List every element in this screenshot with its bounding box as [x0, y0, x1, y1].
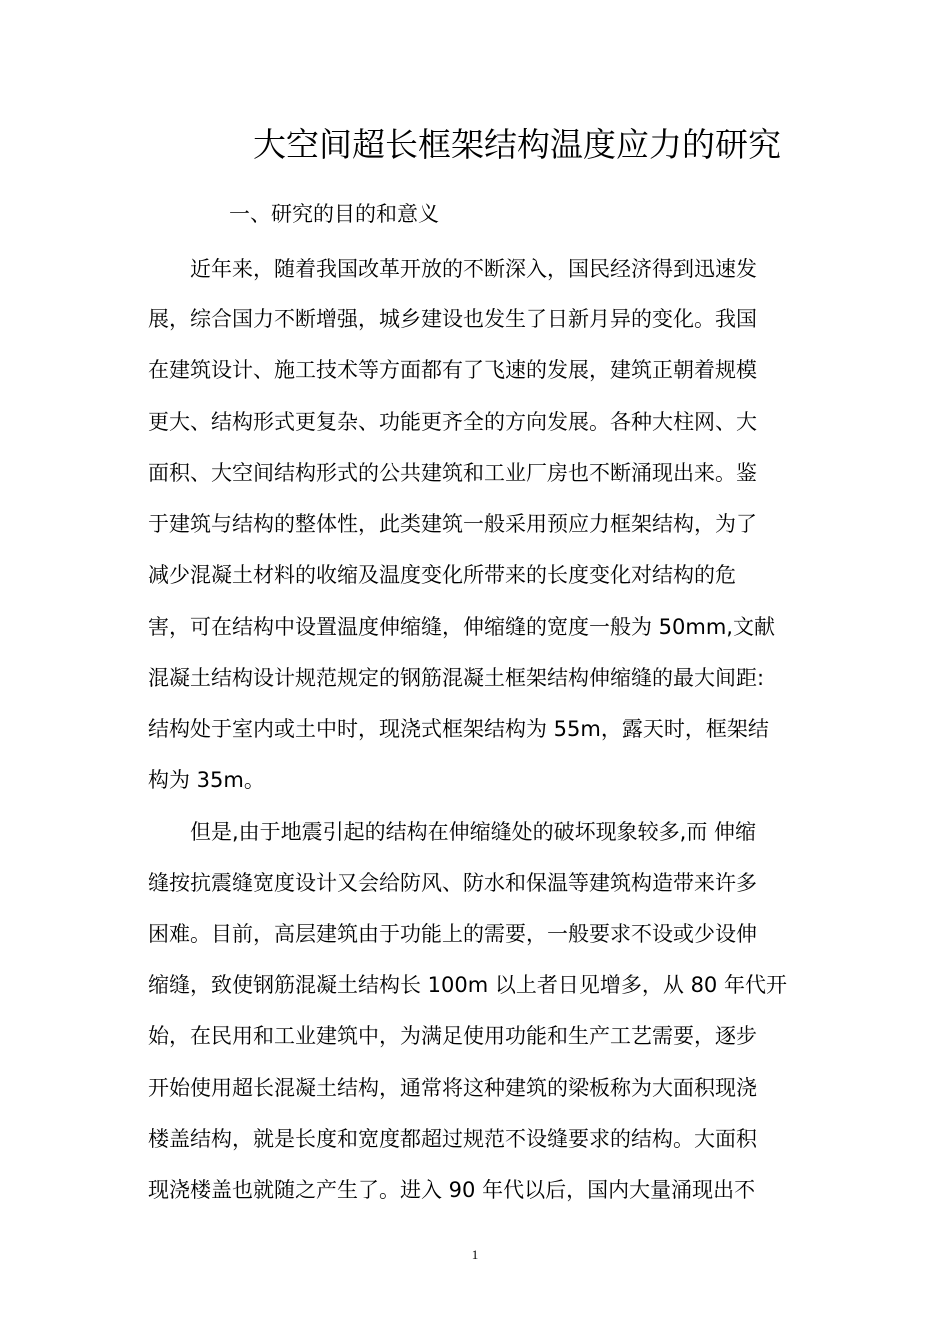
- paragraph-line: 始，在民用和工业建筑中，为满足使用功能和生产工艺需要，逐步: [148, 1024, 757, 1048]
- paragraph-line: 开始使用超长混凝土结构，通常将这种建筑的梁板称为大面积现浇: [148, 1076, 757, 1100]
- document-title: 大空间超长框架结构温度应力的研究: [253, 125, 781, 164]
- paragraph-line: 害，可在结构中设置温度伸缩缝，伸缩缝的宽度一般为 50mm,文献: [148, 615, 775, 639]
- paragraph-line: 更大、结构形式更复杂、功能更齐全的方向发展。各种大柱网、大: [148, 410, 757, 434]
- paragraph-line: 但是,由于地震引起的结构在伸缩缝处的破坏现象较多,而 伸缩: [190, 820, 757, 844]
- section-heading: 一、研究的目的和意义: [229, 202, 439, 226]
- paragraph-line: 近年来，随着我国改革开放的不断深入，国民经济得到迅速发: [190, 257, 757, 281]
- paragraph-line: 减少混凝土材料的收缩及温度变化所带来的长度变化对结构的危: [148, 563, 736, 587]
- paragraph-line: 于建筑与结构的整体性，此类建筑一般采用预应力框架结构，为了: [148, 512, 757, 536]
- paragraph-line: 面积、大空间结构形式的公共建筑和工业厂房也不断涌现出来。鉴: [148, 461, 757, 485]
- paragraph-line: 现浇楼盖也就随之产生了。进入 90 年代以后，国内大量涌现出不: [148, 1178, 756, 1202]
- paragraph-line: 在建筑设计、施工技术等方面都有了飞速的发展，建筑正朝着规模: [148, 358, 757, 382]
- paragraph-line: 困难。目前，高层建筑由于功能上的需要，一般要求不设或少设伸: [148, 922, 757, 946]
- paragraph-line: 缝按抗震缝宽度设计又会给防风、防水和保温等建筑构造带来许多: [148, 871, 757, 895]
- paragraph-line: 楼盖结构，就是长度和宽度都超过规范不设缝要求的结构。大面积: [148, 1127, 757, 1151]
- paragraph-line: 混凝土结构设计规范规定的钢筋混凝土框架结构伸缩缝的最大间距:: [148, 666, 765, 690]
- paragraph-line: 展，综合国力不断增强，城乡建设也发生了日新月异的变化。我国: [148, 307, 757, 331]
- paragraph-line: 缩缝，致使钢筋混凝土结构长 100m 以上者日见增多，从 80 年代开: [148, 973, 787, 997]
- page-number: 1: [471, 1247, 479, 1262]
- paragraph-line: 结构处于室内或土中时，现浇式框架结构为 55m，露天时，框架结: [148, 717, 769, 741]
- paragraph-line: 构为 35m。: [148, 768, 265, 792]
